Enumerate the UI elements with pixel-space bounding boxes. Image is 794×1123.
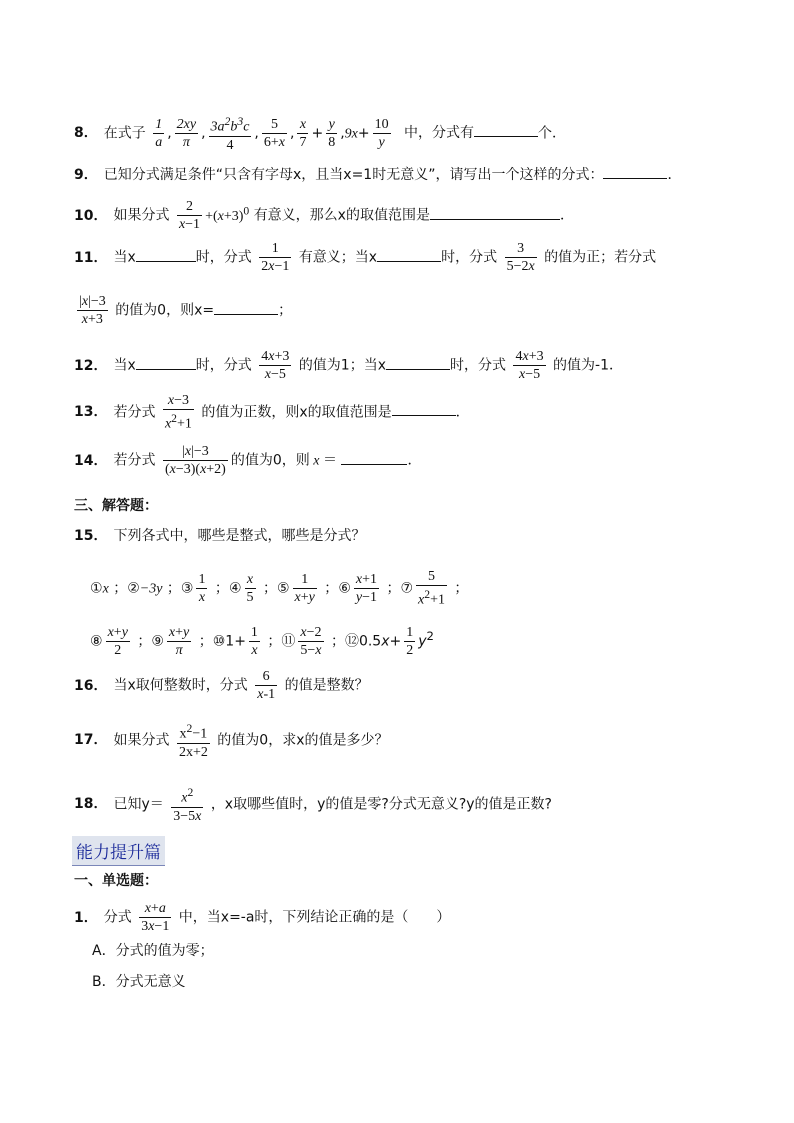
question-text: 在式子 [103, 125, 146, 142]
question-text: 的值为正数，则x的取值范围是 [201, 404, 392, 421]
question-text: ． [559, 207, 574, 224]
question-text: ． [667, 167, 682, 183]
question-8: 8． 在式子 $\frac{1}{a}$ , $\frac{2xy}{\pi}$ , $\frac{3a^2b^3c}{4}$ , $\frac{5}{6+x}$ , $\frac{x}{7}$ + $\frac{y}{8}$ ,9x+ $\frac{10}{y}$ 中，分式有 个． [74, 115, 567, 153]
question-text: 若分式 [113, 404, 156, 421]
fraction: $\frac{10}{y}$ [374, 116, 389, 150]
question-text: 个． [538, 125, 567, 142]
question-number: 16． [74, 677, 108, 694]
question-16 [74, 668, 369, 703]
expression-row-1: ①x ；②−3y ；③ $\frac{1}{x}$ ；④ $\frac{x}{5}$ ；⑤ $\frac{1}{x+y}$ ；⑥ $\frac{x+1}{y-1}$ ；⑦ $\frac{5}{x^2+1}$ ； [90, 569, 469, 608]
fraction: $\frac{5}{6+x}$ [263, 116, 285, 150]
question-text: 如果分式 [113, 732, 170, 749]
question-number: 8． [74, 125, 98, 142]
question-number: 12． [74, 357, 108, 374]
question-13 [74, 392, 470, 433]
answer-blank[interactable] [136, 247, 196, 262]
question-text: 的值为0，求x的值是多少？ [217, 732, 389, 749]
answer-blank[interactable] [377, 247, 441, 262]
answer-blank[interactable] [214, 300, 278, 315]
question-text: ． [407, 452, 422, 469]
question-text: 的值为1；当x [298, 357, 387, 374]
fraction: $\frac{|x|-3}{(x-3)(x+2)}$ [164, 444, 226, 477]
question-number: 10． [74, 207, 108, 224]
question-10: 10． 如果分式 $\frac{2}{x-1}$ $+(x+3)^0$ 有意义，那么x的取值范围是 ． [74, 199, 574, 232]
answer-blank[interactable] [603, 164, 667, 179]
question-text: 时，分式 [195, 357, 252, 374]
question-text: 下列各式中，哪些是整式，哪些是分式？ [113, 528, 366, 544]
fraction: $\frac{x-3}{x^2+1}$ [164, 393, 192, 432]
question-text: 已知y＝ [113, 796, 164, 813]
fraction: $\frac{x+a}{3x-1}$ [141, 901, 170, 934]
question-text: 已知分式满足条件“只含有字母x，且当x=1时无意义”，请写出一个这样的分式： [103, 167, 604, 183]
question-text: 有意义；当x [298, 249, 378, 266]
question-text: ． [455, 404, 470, 421]
question-number: 13． [74, 404, 108, 421]
question-number: 9． [74, 167, 98, 183]
fraction: $\frac{1}{a}$ [155, 116, 163, 150]
section-heading: 三、解答题： [74, 498, 158, 514]
fraction: $\frac{3}{5-2x}$ [506, 241, 535, 274]
question-12 [74, 348, 623, 383]
question-number: 18． [74, 796, 108, 813]
answer-blank[interactable] [474, 122, 538, 137]
question-text: 的值为正；若分式 [544, 249, 657, 266]
question-text: 时，分式 [195, 249, 252, 266]
question-text: ； [278, 302, 293, 319]
fraction: $\frac{x}{7}$ [299, 116, 307, 150]
question-text: 时，分式 [450, 357, 507, 374]
answer-blank[interactable] [386, 355, 450, 370]
fraction: $\frac{2}{x-1}$ [178, 199, 201, 232]
fraction: $\frac{4x+3}{x-5}$ [515, 349, 544, 382]
fraction: $\frac{2xy}{\pi}$ [176, 116, 197, 150]
question-11-line-2 [74, 293, 292, 328]
option-a[interactable]: A．分式的值为零； [92, 943, 214, 959]
question-text: 当x [113, 357, 136, 374]
question-11 [74, 240, 656, 275]
answer-blank[interactable] [341, 450, 407, 465]
question-text: 中，当x=-a时，下列结论正确的是（ ） [178, 909, 451, 926]
question-text: 若分式 [113, 452, 156, 469]
question-text: 当x [113, 249, 136, 266]
question-text: 如果分式 [113, 207, 170, 224]
question-9 [74, 164, 681, 185]
question-text: 当x取何整数时，分式 [113, 677, 248, 694]
question-text: 的值为-1． [553, 357, 624, 374]
answer-blank[interactable] [392, 401, 456, 416]
fraction: $\frac{x^2-1}{2x+2}$ [178, 722, 208, 760]
question-number: 17． [74, 732, 108, 749]
question-text: 时，分式 [441, 249, 498, 266]
question-number: 14． [74, 452, 108, 469]
question-text: 的值为0，则x= [115, 302, 215, 319]
question-text: 分式 [103, 909, 132, 926]
question-14: 14． 若分式 $\frac{|x|-3}{(x-3)(x+2)}$ 的值为0，则 x ＝ ． [74, 444, 422, 477]
question-text: 中，分式有 [404, 125, 475, 142]
fraction: $\frac{x^2}{3-5x}$ [173, 786, 202, 824]
fraction: $\frac{|x|-3}{x+3}$ [79, 294, 106, 327]
question-17 [74, 720, 389, 761]
fraction: $\frac{1}{2x-1}$ [261, 241, 290, 274]
question-number: 15． [74, 528, 108, 544]
question-number: 11． [74, 249, 108, 266]
answer-blank[interactable] [430, 205, 560, 220]
fraction: $\frac{3a^2b^3c}{4}$ [210, 115, 250, 153]
question-text: 有意义，那么x的取值范围是 [253, 207, 430, 224]
question-text: 的值为0，则 [230, 452, 310, 469]
question-text: 的值是整数？ [284, 677, 369, 694]
section-banner: 能力提升篇 [72, 836, 165, 866]
option-b[interactable]: B．分式无意义 [92, 974, 186, 990]
question-number: 1． [74, 909, 98, 926]
multiple-choice-1 [74, 900, 450, 935]
fraction: $\frac{y}{8}$ [328, 116, 336, 150]
question-text: ，x取哪些值时，y的值是零?分式无意义?y的值是正数? [210, 796, 552, 813]
question-18 [74, 784, 552, 825]
fraction: $\frac{6}{x-1}$ [257, 669, 276, 702]
expression-row-2: ⑧ $\frac{x+y}{2}$ ；⑨ $\frac{x+y}{\pi}$ ；⑩1+ $\frac{1}{x}$ ；⑪ $\frac{x-2}{5-x}$ ；⑫0.5x+ $\frac{1}{2}$ $y^2$ [90, 625, 434, 658]
question-15 [74, 526, 365, 546]
answer-blank[interactable] [136, 355, 196, 370]
fraction: $\frac{4x+3}{x-5}$ [261, 349, 290, 382]
section-heading: 一、单选题： [74, 873, 158, 889]
